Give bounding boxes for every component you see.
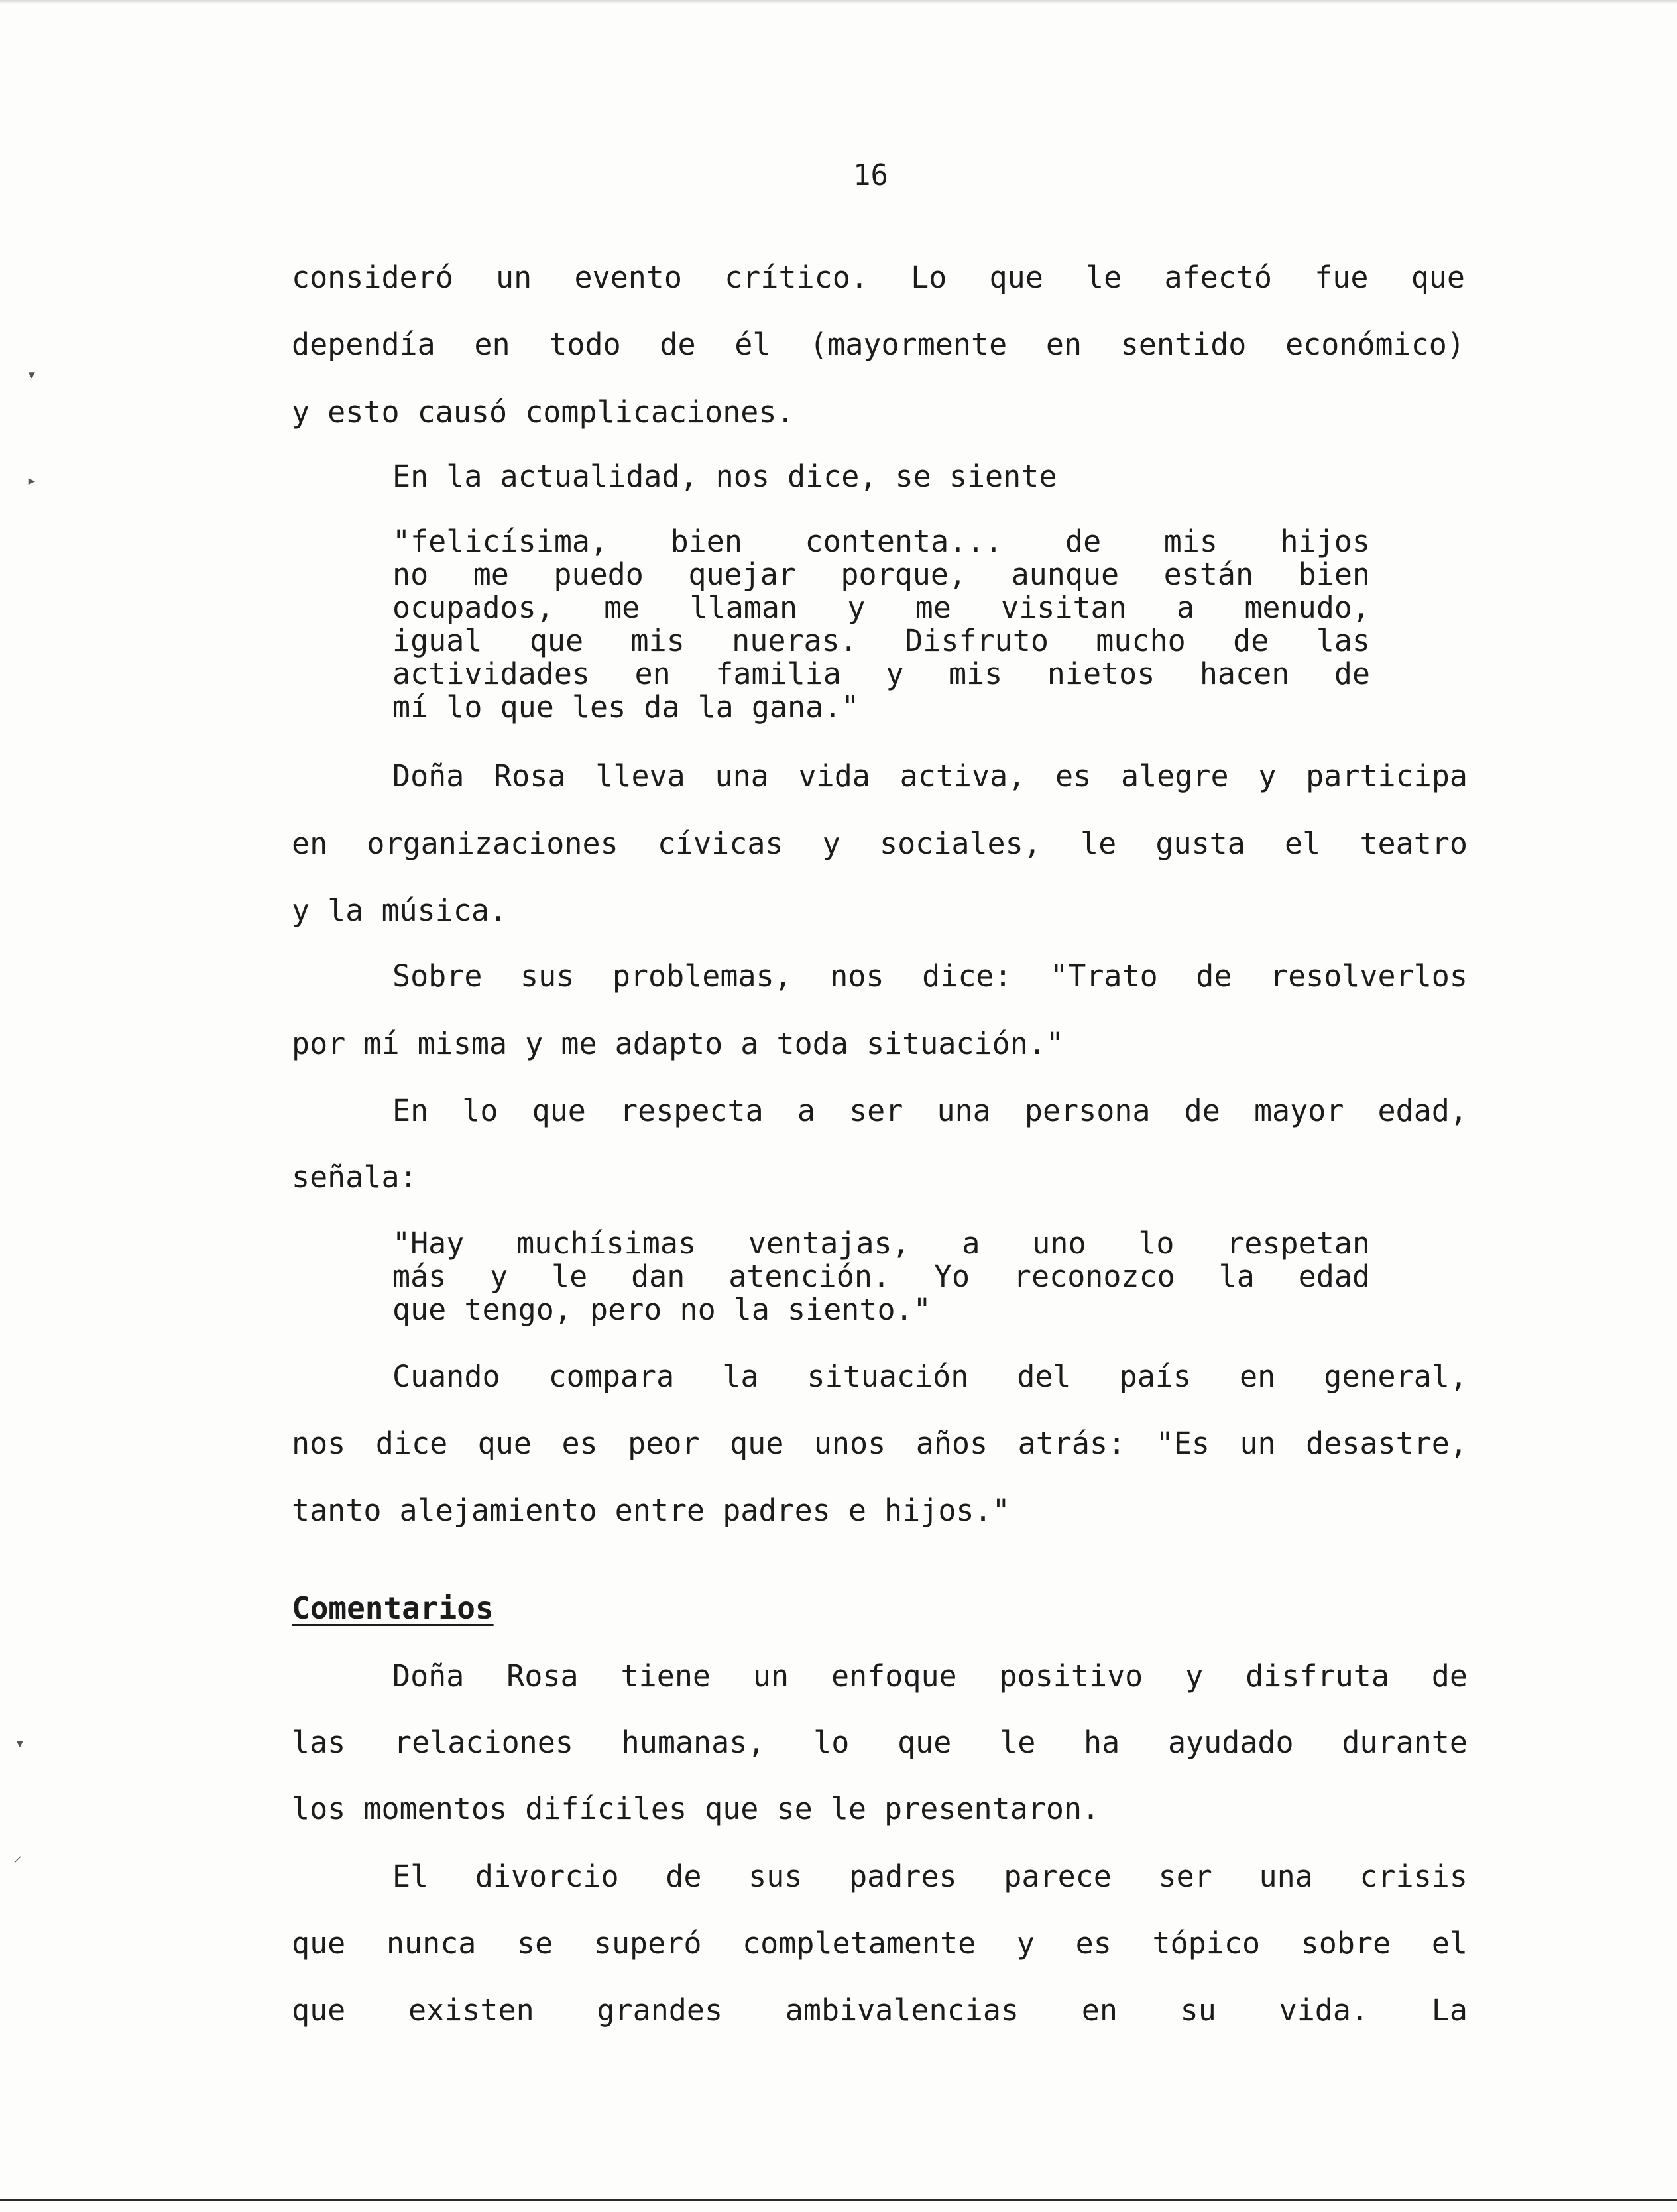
- text-line: tanto alejamiento entre padres e hijos.": [292, 1493, 1010, 1528]
- quote-line: "Hay muchísimas ventajas, a uno lo respetan: [392, 1226, 1370, 1261]
- quote-line: que tengo, pero no la siento.": [392, 1292, 931, 1327]
- text-line: las relaciones humanas, lo que le ha ayudado durante: [292, 1725, 1468, 1760]
- text-line: El divorcio de sus padres parece ser una crisis: [392, 1859, 1468, 1894]
- text-line: consideró un evento crítico. Lo que le afectó fue que: [292, 260, 1465, 295]
- scan-mark: ▾: [27, 365, 37, 384]
- text-line: en organizaciones cívicas y sociales, le gusta el teatro: [292, 826, 1468, 861]
- text-line: y esto causó complicaciones.: [292, 394, 795, 430]
- quote-line: "felicísima, bien contenta... de mis hijos: [392, 524, 1370, 559]
- quote-line: más y le dan atención. Yo reconozco la edad: [392, 1259, 1370, 1294]
- quote-line: actividades en familia y mis nietos hacen de: [392, 656, 1370, 691]
- text-line: por mí misma y me adapto a toda situación.": [292, 1026, 1064, 1061]
- text-line: los momentos difíciles que se le presentaron.: [292, 1791, 1100, 1826]
- page-bottom-edge: [0, 2199, 1677, 2201]
- text-line: Cuando compara la situación del país en general,: [392, 1359, 1468, 1394]
- text-line: Doña Rosa tiene un enfoque positivo y disfruta de: [392, 1659, 1468, 1694]
- text-line: Sobre sus problemas, nos dice: "Trato de resolverlos: [392, 959, 1468, 994]
- text-line: Doña Rosa lleva una vida activa, es alegre y participa: [392, 758, 1468, 793]
- text-line: En lo que respecta a ser una persona de mayor edad,: [392, 1093, 1468, 1128]
- text-line: En la actualidad, nos dice, se siente: [392, 459, 1057, 494]
- scan-mark: ⸝: [13, 1846, 23, 1866]
- section-heading: Comentarios: [292, 1590, 494, 1626]
- text-line: nos dice que es peor que unos años atrás: "Es un desastre,: [292, 1426, 1468, 1461]
- quote-line: no me puedo quejar porque, aunque están bien: [392, 557, 1370, 592]
- text-line: que nunca se superó completamente y es tópico sobre el: [292, 1926, 1468, 1961]
- scan-mark: ▾: [15, 1733, 25, 1753]
- quote-line: mí lo que les da la gana.": [392, 689, 860, 725]
- page-number: 16: [853, 158, 888, 192]
- text-line: y la música.: [292, 893, 508, 928]
- text-line: que existen grandes ambivalencias en su vida. La: [292, 1993, 1468, 2028]
- quote-line: ocupados, me llaman y me visitan a menudo,: [392, 590, 1370, 625]
- page-top-edge: [0, 0, 1677, 4]
- text-line: dependía en todo de él (mayormente en sentido económico): [292, 327, 1465, 362]
- scan-mark: ▸: [27, 471, 37, 491]
- text-line: señala:: [292, 1159, 418, 1194]
- quote-line: igual que mis nueras. Disfruto mucho de las: [392, 623, 1370, 658]
